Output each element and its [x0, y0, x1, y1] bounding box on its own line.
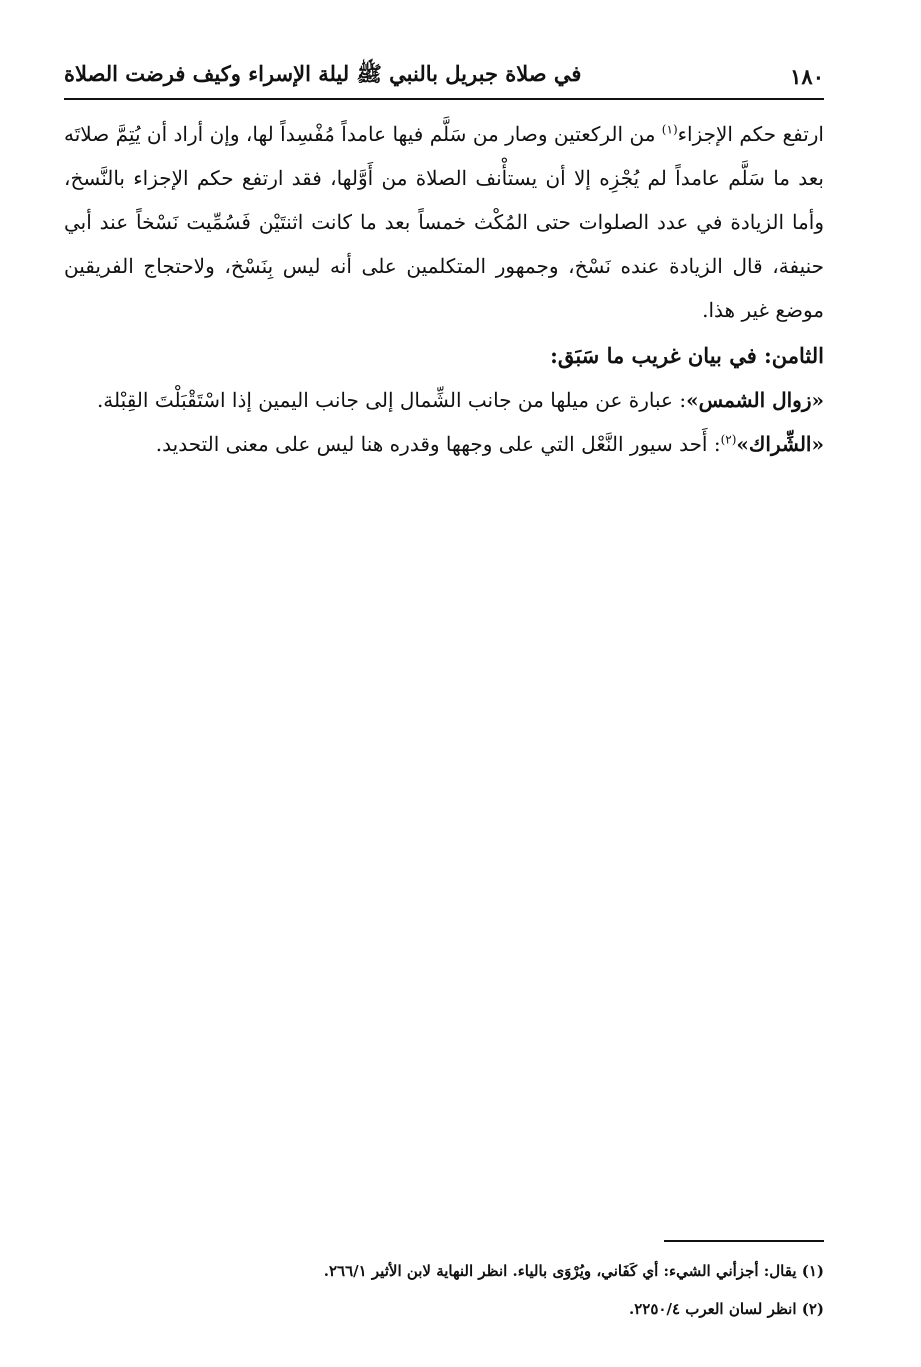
page-number: ١٨٠ [790, 63, 824, 89]
glossary-entry [64, 378, 824, 422]
glossary-term: «الشِّراك» [736, 432, 824, 456]
footnotes [64, 1252, 824, 1328]
main-text [64, 112, 824, 466]
running-title: في صلاة جبريل بالنبي ﷺ ليلة الإسراء وكيف فرضت الصلاة [64, 60, 582, 86]
paragraph-text: ارتفع حكم الإجزاء [677, 122, 824, 146]
paragraph [64, 112, 824, 332]
footnote-reference: (٢) [720, 432, 737, 447]
footnote-divider [664, 1240, 824, 1242]
section-heading: الثامن: في بيان غريب ما سَبَق: [550, 343, 824, 368]
header-divider [64, 98, 824, 100]
footnote: (٢) انظر لسان العرب ٢٢٥٠/٤. [629, 1300, 824, 1318]
glossary-definition: : عبارة عن ميلها من جانب الشِّمال إلى جانب اليمين إذا اسْتَقْبَلْتَ القِبْلة. [96, 388, 687, 412]
glossary-term: «زوال الشمس» [686, 388, 824, 412]
glossary-definition: : أَحد سيور النَّعْل التي على وجهها وقدره هنا ليس على معنى التحديد. [155, 432, 721, 456]
footnote-reference: (١) [661, 122, 678, 137]
footnote: (١) يقال: أجزأني الشيء: أي كَفَاني، ويُرْوَى بالياء. انظر النهاية لابن الأثير ٢٦٦/١. [323, 1262, 824, 1280]
glossary-entry [64, 422, 824, 466]
paragraph-text: من الركعتين وصار من سَلَّم فيها عامداً مُفْسِداً لها، وإن أراد أن يُتِمَّ صلاتَه بعد ما سَلَّم عامداً لم يُجْزِه إلا أن يستأْنف الصلاة من أَوَّلها، فقد ارتفع حكم الإجزاء بالنَّسخ، وأما الزيادة في عدد الصلوات حتى المُكْث خمساً بعد ما كانت اثنتَيْن فَسُمِّيت نَسْخاً عند أبي حنيفة، قال الزيادة عنده نَسْخ، وجمهور المتكلمين على أنه ليس بِنَسْخ، ولاحتجاج الفريقين موضع غير هذا. [64, 122, 824, 322]
running-header [64, 56, 824, 96]
